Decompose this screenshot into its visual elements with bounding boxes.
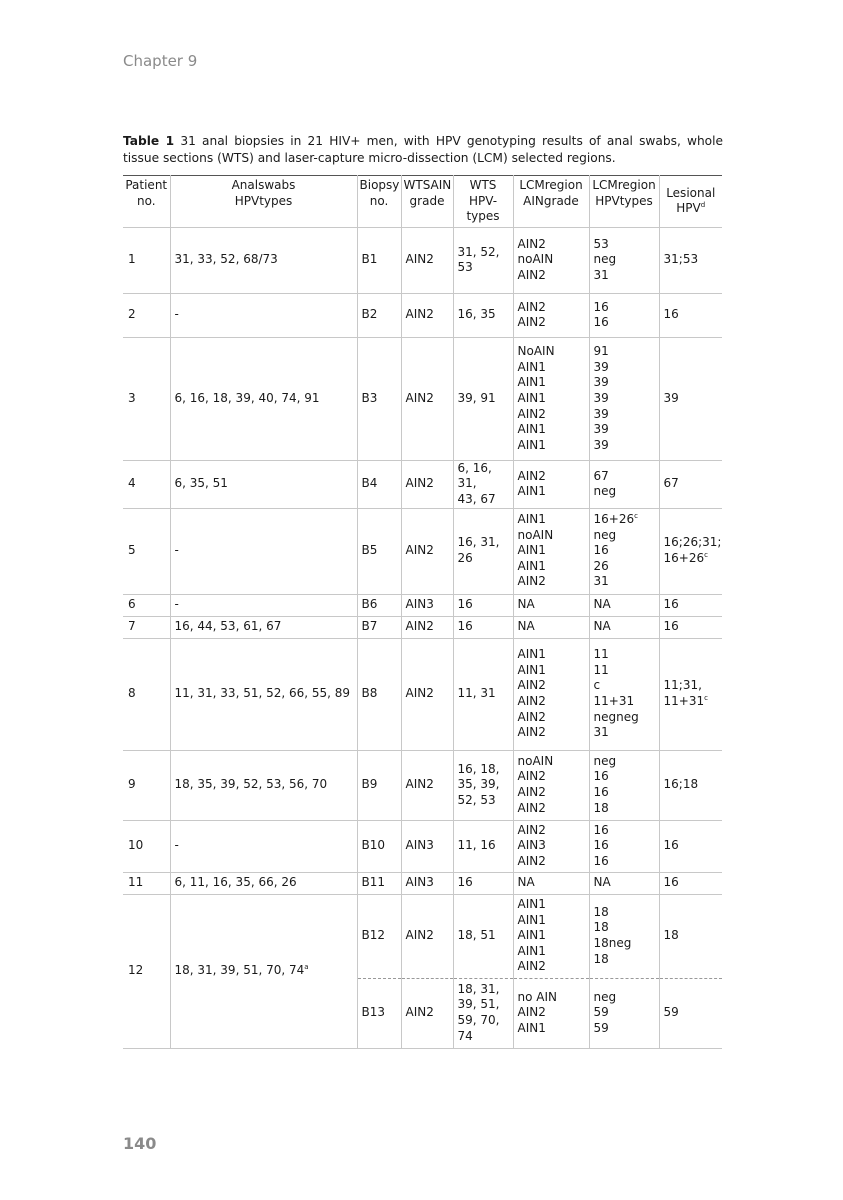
header-patient-no: Patient no. [123, 176, 170, 228]
cell-patient: 7 [123, 616, 170, 638]
table-row [123, 750, 722, 820]
table-row [123, 820, 722, 872]
header-lesional-text: Lesional HPV [666, 185, 716, 216]
cell-swabs: 31, 33, 52, 68/73 [170, 227, 357, 293]
cell-biopsy: B9 [357, 750, 401, 820]
cell-lcm-grade: NA [513, 616, 589, 638]
cell-swabs: - [170, 820, 357, 872]
table-row [123, 638, 722, 750]
cell-lcm-grade: NoAIN AIN1 AIN1 AIN1 AIN2 AIN1 AIN1 [513, 337, 589, 460]
cell-biopsy: B1 [357, 227, 401, 293]
cell-patient: 1 [123, 227, 170, 293]
cell-grade: AIN2 [401, 460, 453, 508]
cell-swabs: 11, 31, 33, 51, 52, 66, 55, 89 [170, 638, 357, 750]
cell-lesional [659, 508, 722, 594]
cell-swabs-text: 18, 31, 39, 51, 70, 74 [174, 963, 305, 978]
lcm-hpv-rest: neg 16 26 31 [593, 527, 617, 589]
cell-patient: 3 [123, 337, 170, 460]
caption-text: 31 anal biopsies in 21 HIV+ men, with HPV genotyping results of anal swabs, whole tissue sections (WTS) and laser-capture micro-dissection (LCM) selected regions. [123, 134, 724, 165]
cell-grade: AIN2 [401, 337, 453, 460]
cell-wts-hpv: 6, 16, 31, 43, 67 [453, 460, 513, 508]
cell-lcm-hpv: 16 16 16 [589, 820, 659, 872]
cell-biopsy: B10 [357, 820, 401, 872]
cell-lcm-grade: AIN2 AIN2 [513, 293, 589, 337]
cell-wts-hpv: 16, 35 [453, 293, 513, 337]
table-row [123, 227, 722, 293]
cell-lesional: 16;18 [659, 750, 722, 820]
cell-biopsy: B2 [357, 293, 401, 337]
table-row [123, 337, 722, 460]
cell-biopsy: B3 [357, 337, 401, 460]
cell-biopsy: B6 [357, 594, 401, 616]
cell-lesional: 31;53 [659, 227, 722, 293]
cell-grade: AIN2 [401, 894, 453, 978]
header-wts-ain-grade: WTSAIN grade [401, 176, 453, 228]
header-lcm-ain-grade: LCMregion AINgrade [513, 176, 589, 228]
cell-lcm-grade: AIN2 AIN3 AIN2 [513, 820, 589, 872]
cell-lcm-grade: NA [513, 594, 589, 616]
cell-lesional: 16 [659, 820, 722, 872]
cell-wts-hpv: 16 [453, 872, 513, 894]
cell-grade: AIN3 [401, 594, 453, 616]
table-row [123, 594, 722, 616]
cell-grade: AIN2 [401, 227, 453, 293]
cell-wts-hpv: 31, 52, 53 [453, 227, 513, 293]
cell-lesional: 39 [659, 337, 722, 460]
cell-biopsy: B11 [357, 872, 401, 894]
cell-wts-hpv: 16 [453, 594, 513, 616]
cell-swabs: 16, 44, 53, 61, 67 [170, 616, 357, 638]
cell-lcm-grade: AIN1 noAIN AIN1 AIN1 AIN2 [513, 508, 589, 594]
lesional-footnote: c [704, 551, 708, 560]
cell-biopsy: B4 [357, 460, 401, 508]
cell-wts-hpv: 11, 31 [453, 638, 513, 750]
table-row [123, 872, 722, 894]
cell-lcm-hpv: 53 neg 31 [589, 227, 659, 293]
cell-swabs: - [170, 293, 357, 337]
cell-lcm-hpv: 18 18 18neg 18 [589, 894, 659, 978]
header-biopsy-no: Biopsy no. [357, 176, 401, 228]
header-wts-hpv-types: WTS HPV- types [453, 176, 513, 228]
cell-lcm-hpv: 16 16 [589, 293, 659, 337]
cell-lcm-hpv: neg 59 59 [589, 978, 659, 1048]
header-lesional-hpv [659, 176, 722, 228]
cell-wts-hpv: 39, 91 [453, 337, 513, 460]
table-row [123, 293, 722, 337]
cell-wts-hpv: 18, 51 [453, 894, 513, 978]
cell-wts-hpv: 16 [453, 616, 513, 638]
chapter-header: Chapter 9 [123, 52, 198, 70]
cell-grade: AIN2 [401, 508, 453, 594]
cell-patient: 10 [123, 820, 170, 872]
cell-grade: AIN2 [401, 978, 453, 1048]
cell-biopsy: B7 [357, 616, 401, 638]
cell-lcm-hpv: NA [589, 594, 659, 616]
cell-swabs: 18, 35, 39, 52, 53, 56, 70 [170, 750, 357, 820]
cell-lcm-grade: noAIN AIN2 AIN2 AIN2 [513, 750, 589, 820]
cell-lcm-hpv: NA [589, 872, 659, 894]
table-row [123, 460, 722, 508]
cell-wts-hpv: 16, 18, 35, 39, 52, 53 [453, 750, 513, 820]
header-lesional-footnote: d [700, 201, 706, 210]
lesional-footnote: c [704, 694, 708, 703]
cell-grade: AIN2 [401, 638, 453, 750]
table-row [123, 894, 722, 978]
swabs-footnote: a [304, 963, 309, 972]
cell-patient: 6 [123, 594, 170, 616]
cell-swabs: 6, 35, 51 [170, 460, 357, 508]
table-body [123, 227, 722, 1048]
cell-biopsy: B13 [357, 978, 401, 1048]
cell-lesional: 67 [659, 460, 722, 508]
cell-lesional: 16 [659, 616, 722, 638]
cell-patient: 8 [123, 638, 170, 750]
table-header-row [123, 176, 722, 228]
cell-lesional [659, 638, 722, 750]
cell-swabs: 6, 11, 16, 35, 66, 26 [170, 872, 357, 894]
cell-swabs: - [170, 508, 357, 594]
cell-patient: 9 [123, 750, 170, 820]
header-lcm-hpv-types: LCMregion HPVtypes [589, 176, 659, 228]
cell-lesional: 16 [659, 594, 722, 616]
cell-lcm-hpv: neg 16 16 18 [589, 750, 659, 820]
cell-grade: AIN2 [401, 616, 453, 638]
cell-lcm-grade: no AIN AIN2 AIN1 [513, 978, 589, 1048]
cell-patient: 5 [123, 508, 170, 594]
cell-lcm-grade: NA [513, 872, 589, 894]
table-caption [123, 133, 723, 167]
cell-lcm-grade: AIN2 noAIN AIN2 [513, 227, 589, 293]
cell-grade: AIN3 [401, 872, 453, 894]
table-row [123, 616, 722, 638]
cell-patient: 2 [123, 293, 170, 337]
cell-patient: 12 [123, 894, 170, 1048]
cell-biopsy: B8 [357, 638, 401, 750]
cell-lcm-hpv: 67 neg [589, 460, 659, 508]
cell-lcm-hpv [589, 508, 659, 594]
cell-patient: 11 [123, 872, 170, 894]
cell-wts-hpv: 11, 16 [453, 820, 513, 872]
cell-lcm-hpv: 91 39 39 39 39 39 39 [589, 337, 659, 460]
cell-lcm-hpv: 11 11 c 11+31 negneg 31 [589, 638, 659, 750]
cell-biopsy: B5 [357, 508, 401, 594]
lesional-text: 16;26;31; 16+26 [663, 535, 722, 566]
hpv-table [123, 175, 722, 1049]
lcm-hpv-footnote: c [634, 512, 638, 521]
cell-biopsy: B12 [357, 894, 401, 978]
cell-lesional: 18 [659, 894, 722, 978]
cell-lcm-grade: AIN1 AIN1 AIN1 AIN1 AIN2 [513, 894, 589, 978]
cell-wts-hpv: 18, 31, 39, 51, 59, 70, 74 [453, 978, 513, 1048]
cell-lesional: 16 [659, 872, 722, 894]
cell-swabs [170, 894, 357, 1048]
page-number: 140 [123, 1134, 157, 1153]
cell-grade: AIN3 [401, 820, 453, 872]
cell-lcm-grade: AIN1 AIN1 AIN2 AIN2 AIN2 AIN2 [513, 638, 589, 750]
cell-lcm-grade: AIN2 AIN1 [513, 460, 589, 508]
cell-patient: 4 [123, 460, 170, 508]
cell-lcm-hpv: NA [589, 616, 659, 638]
table-row [123, 508, 722, 594]
cell-wts-hpv: 16, 31, 26 [453, 508, 513, 594]
cell-grade: AIN2 [401, 750, 453, 820]
header-analswabs-hpvtypes: Analswabs HPVtypes [170, 176, 357, 228]
lcm-hpv-first: 16+26 [593, 512, 635, 527]
cell-lesional: 16 [659, 293, 722, 337]
table-label: Table 1 [123, 134, 175, 148]
cell-lesional: 59 [659, 978, 722, 1048]
lesional-text: 11;31, 11+31 [663, 678, 705, 709]
cell-swabs: - [170, 594, 357, 616]
cell-swabs: 6, 16, 18, 39, 40, 74, 91 [170, 337, 357, 460]
cell-grade: AIN2 [401, 293, 453, 337]
